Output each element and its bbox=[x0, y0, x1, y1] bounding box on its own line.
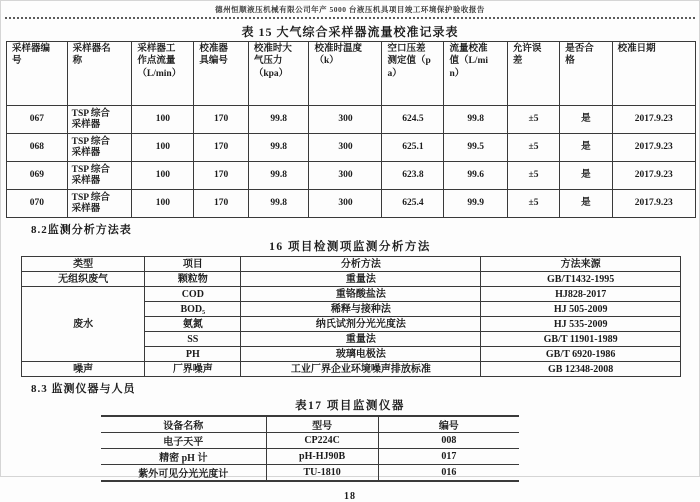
t15-cell: 是 bbox=[560, 134, 612, 162]
t17-cell: CP224C bbox=[266, 433, 378, 449]
t15-cell: 99.8 bbox=[248, 106, 309, 134]
t17-cell: 紫外可见分光光度计 bbox=[101, 465, 266, 482]
t15-cell: 99.8 bbox=[444, 106, 507, 134]
t16-header-method: 分析方法 bbox=[241, 257, 481, 272]
t15-cell: 625.1 bbox=[382, 134, 444, 162]
t16-cell: 重量法 bbox=[241, 272, 481, 287]
t15-cell: ±5 bbox=[507, 106, 559, 134]
t15-cell: 170 bbox=[194, 190, 248, 218]
t15-cell: 624.5 bbox=[382, 106, 444, 134]
t15-header-qualified: 是否合格 bbox=[560, 42, 612, 106]
table-row bbox=[22, 287, 681, 302]
table-header-row bbox=[22, 257, 681, 272]
t15-cell: 069 bbox=[7, 162, 68, 190]
t17-header-number: 编号 bbox=[378, 416, 519, 433]
t16-cell: GB/T 6920-1986 bbox=[481, 347, 681, 362]
page-number: 18 bbox=[344, 491, 356, 502]
t15-cell: TSP 综合采样器 bbox=[67, 134, 132, 162]
table-row bbox=[7, 134, 696, 162]
t15-cell: 2017.9.23 bbox=[612, 162, 695, 190]
t15-cell: 300 bbox=[309, 190, 382, 218]
t17-cell: TU-1810 bbox=[266, 465, 378, 482]
t15-cell: ±5 bbox=[507, 162, 559, 190]
table-header-row bbox=[101, 416, 519, 433]
t15-cell: TSP 综合采样器 bbox=[67, 190, 132, 218]
t15-cell: 99.6 bbox=[444, 162, 507, 190]
t15-cell: 100 bbox=[132, 190, 194, 218]
t15-header-working-flow: 采样器工作点流量（L/min） bbox=[132, 42, 194, 106]
t16-cell: 玻璃电极法 bbox=[241, 347, 481, 362]
t15-cell: 625.4 bbox=[382, 190, 444, 218]
t15-cell: 99.8 bbox=[248, 162, 309, 190]
t15-cell: 2017.9.23 bbox=[612, 190, 695, 218]
t15-cell: 99.9 bbox=[444, 190, 507, 218]
t15-header-allowed-error: 允许误差 bbox=[507, 42, 559, 106]
t15-cell: 99.8 bbox=[248, 134, 309, 162]
t15-cell: 170 bbox=[194, 134, 248, 162]
table-header-row bbox=[7, 42, 696, 106]
t15-cell: 067 bbox=[7, 106, 68, 134]
t16-header-type: 类型 bbox=[22, 257, 145, 272]
t17-header-device-name: 设备名称 bbox=[101, 416, 266, 433]
t15-cell: 是 bbox=[560, 106, 612, 134]
t15-cell: 300 bbox=[309, 106, 382, 134]
table17-title: 表17 项目监测仪器 bbox=[295, 400, 405, 412]
t15-header-atm-pressure: 校准时大气压力（kpa） bbox=[248, 42, 309, 106]
t17-cell: 精密 pH 计 bbox=[101, 449, 266, 465]
t16-header-item: 项目 bbox=[145, 257, 241, 272]
t15-header-temperature: 校准时温度（k） bbox=[309, 42, 382, 106]
t16-cell: 厂界噪声 bbox=[145, 362, 241, 377]
t15-cell: TSP 综合采样器 bbox=[67, 162, 132, 190]
t15-header-flow-cal-value: 流量校准值（L/min） bbox=[444, 42, 507, 106]
t17-cell: pH-HJ90B bbox=[266, 449, 378, 465]
section-8-3-heading: 8.3 监测仪器与人员 bbox=[31, 383, 136, 395]
t15-cell: 623.8 bbox=[382, 162, 444, 190]
t16-cell: SS bbox=[145, 332, 241, 347]
table-row bbox=[7, 190, 696, 218]
t15-cell: 是 bbox=[560, 162, 612, 190]
t15-cell: 99.8 bbox=[248, 190, 309, 218]
t16-cell: HJ 505-2009 bbox=[481, 302, 681, 317]
t15-header-sampler-id: 采样器编号 bbox=[7, 42, 68, 106]
t15-header-sampler-name: 采样器名称 bbox=[67, 42, 132, 106]
table-16-analysis-methods bbox=[21, 256, 681, 377]
table-row bbox=[22, 272, 681, 287]
t16-cell: 重量法 bbox=[241, 332, 481, 347]
t16-cell: 稀释与接种法 bbox=[241, 302, 481, 317]
table-15-calibration-records bbox=[6, 41, 696, 218]
table-row bbox=[7, 162, 696, 190]
t16-cell: PH bbox=[145, 347, 241, 362]
t15-cell: ±5 bbox=[507, 134, 559, 162]
t16-cell: 重铬酸盐法 bbox=[241, 287, 481, 302]
t15-cell: 100 bbox=[132, 106, 194, 134]
table-17-monitoring-instruments bbox=[101, 415, 519, 482]
t15-cell: 170 bbox=[194, 106, 248, 134]
t15-cell: 170 bbox=[194, 162, 248, 190]
t16-cell: 颗粒物 bbox=[145, 272, 241, 287]
t15-cell: 300 bbox=[309, 134, 382, 162]
t17-header-model: 型号 bbox=[266, 416, 378, 433]
t16-cell: GB/T1432-1995 bbox=[481, 272, 681, 287]
t16-cell: BOD₅ bbox=[145, 302, 241, 317]
t16-type-cell: 无组织废气 bbox=[22, 272, 145, 287]
table-row bbox=[101, 433, 519, 449]
t17-cell: 电子天平 bbox=[101, 433, 266, 449]
t16-type-cell: 噪声 bbox=[22, 362, 145, 377]
section-8-2-heading: 8.2监测分析方法表 bbox=[31, 224, 132, 236]
t16-cell: HJ 535-2009 bbox=[481, 317, 681, 332]
t16-header-source: 方法来源 bbox=[481, 257, 681, 272]
t15-header-pressure-diff: 空口压差测定值（pa） bbox=[382, 42, 444, 106]
t15-cell: 100 bbox=[132, 134, 194, 162]
t15-cell: 2017.9.23 bbox=[612, 134, 695, 162]
t16-type-cell: 废水 bbox=[22, 287, 145, 362]
t15-cell: 068 bbox=[7, 134, 68, 162]
t16-cell: 工业厂界企业环境噪声排放标准 bbox=[241, 362, 481, 377]
t15-cell: 是 bbox=[560, 190, 612, 218]
document-header: 德州恒顺液压机械有限公司年产 5000 台液压机具项目竣工环境保护验收报告 bbox=[215, 5, 485, 14]
t15-cell: 070 bbox=[7, 190, 68, 218]
t15-cell: 2017.9.23 bbox=[612, 106, 695, 134]
t15-cell: TSP 综合采样器 bbox=[67, 106, 132, 134]
t17-cell: 017 bbox=[378, 449, 519, 465]
t15-cell: 300 bbox=[309, 162, 382, 190]
table-row bbox=[7, 106, 696, 134]
t16-cell: GB 12348-2008 bbox=[481, 362, 681, 377]
t16-cell: HJ828-2017 bbox=[481, 287, 681, 302]
table-row bbox=[101, 465, 519, 482]
t16-cell: 纳氏试剂分光光度法 bbox=[241, 317, 481, 332]
table-row bbox=[101, 449, 519, 465]
table15-title: 表 15 大气综合采样器流量校准记录表 bbox=[241, 25, 459, 39]
t17-cell: 016 bbox=[378, 465, 519, 482]
t15-cell: 99.5 bbox=[444, 134, 507, 162]
header-divider bbox=[5, 17, 695, 19]
t16-cell: 氨氮 bbox=[145, 317, 241, 332]
t15-cell: ±5 bbox=[507, 190, 559, 218]
t15-header-calibrator-id: 校准器具编号 bbox=[194, 42, 248, 106]
t15-cell: 100 bbox=[132, 162, 194, 190]
t15-header-cal-date: 校准日期 bbox=[612, 42, 695, 106]
t16-cell: COD bbox=[145, 287, 241, 302]
t17-cell: 008 bbox=[378, 433, 519, 449]
table16-title: 16 项目检测项监测分析方法 bbox=[269, 241, 431, 253]
table-row bbox=[22, 362, 681, 377]
t16-cell: GB/T 11901-1989 bbox=[481, 332, 681, 347]
